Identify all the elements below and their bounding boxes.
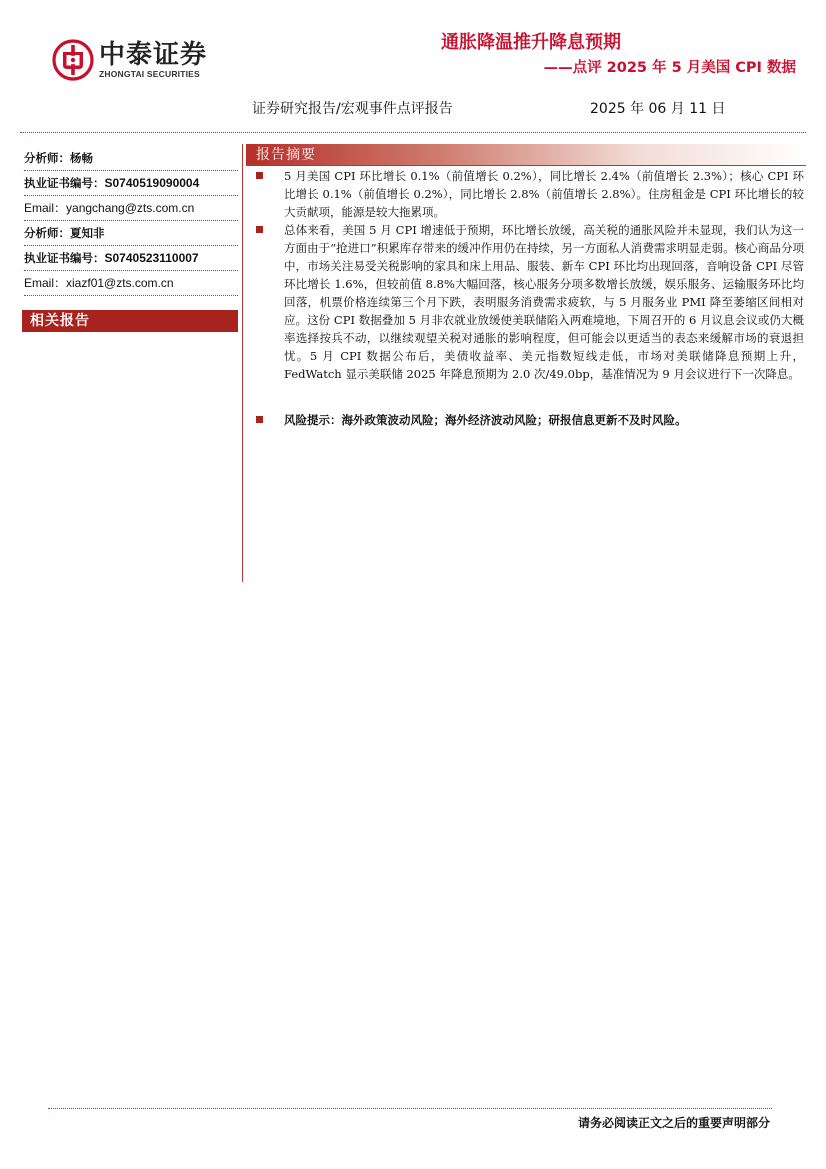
summary-paragraph: 5 月美国 CPI 环比增长 0.1%（前值增长 0.2%），同比增长 2.4%（前值增长 2.3%）；核心 CPI 环比增长 0.1%（前值增长 0.2%），同比增长 2.8%（前值增长 2.8%）。住房租金是 CPI 环比增长的较大贡献项，能源是较大拖累项。 <box>284 169 804 219</box>
summary-header <box>246 144 806 166</box>
summary-body <box>252 167 804 429</box>
analyst-sidebar <box>24 146 238 296</box>
analyst-email[interactable]: yangchang@zts.com.cn <box>66 201 195 215</box>
summary-paragraph: 总体来看，美国 5 月 CPI 增速低于预期，环比增长放缓，高关税的通胀风险并未显现，我们认为这一方面由于“抢进口”积累库存带来的缓冲作用仍在持续，另一方面私人消费需求明显走弱。核心商品分项中，市场关注易受关税影响的家具和床上用品、服装、新车 CPI 环比均出现回落，音响设备 CPI 尽管环比增长 1.6%，但较前值 8.8%大幅回落，核心服务分项多数增长放缓，娱乐服务、运输服务环比均回落，机票价格连续第三个月下跌，表明服务消费需求疲软，与 5 月服务业 PMI 降至萎缩区间相对应。这份 CPI 数据叠加 5 月非农就业放缓使美联储陷入两难境地，下周召开的 6 月议息会议或仍大概率选择按兵不动，以继续观望关税对通胀的影响程度，但可能会以更适当的表态来缓解市场的衰退担忧。5 月 CPI 数据公布后，美债收益率、美元指数短线走低，市场对美联储降息预期上升，FedWatch 显示美联储 2025 年降息预期为 2.0 次/49.0bp，基准情况为 9 月会议进行下一次降息。 <box>284 223 804 381</box>
sidebar-rule <box>24 295 238 296</box>
risk-warning: 风险提示：海外政策波动风险；海外经济波动风险；研报信息更新不及时风险。 <box>284 413 687 427</box>
analyst-cert: S0740519090004 <box>104 176 200 190</box>
analyst-name: 杨畅 <box>70 151 93 165</box>
bullet-square-icon <box>256 416 263 423</box>
analyst-cert-label: 执业证书编号： <box>24 176 105 190</box>
analyst-name-line <box>24 221 238 245</box>
column-divider <box>242 144 243 582</box>
report-date: 2025 年 06 月 11 日 <box>590 101 726 117</box>
analyst-email-label: Email： <box>24 201 67 215</box>
logo-name-en: ZHONGTAI SECURITIES <box>99 69 200 79</box>
analyst-cert-line <box>24 171 238 195</box>
bullet-square-icon <box>256 172 263 179</box>
header-rule <box>20 132 806 133</box>
analyst-email-label: Email： <box>24 276 67 290</box>
related-reports-header: 相关报告 <box>22 310 238 332</box>
company-logo <box>52 38 222 82</box>
analyst-name-label: 分析师： <box>24 226 70 240</box>
analyst-email-line <box>24 196 238 220</box>
analyst-name-line <box>24 146 238 170</box>
analyst-cert-line <box>24 246 238 270</box>
analyst-cert-label: 执业证书编号： <box>24 251 105 265</box>
analyst-email[interactable]: xiazf01@zts.com.cn <box>66 276 174 290</box>
footer-rule <box>48 1108 772 1109</box>
summary-bullet <box>252 167 804 221</box>
analyst-name-label: 分析师： <box>24 151 70 165</box>
risk-bullet <box>252 411 804 429</box>
report-title: 通胀降温推升降息预期 <box>441 32 621 53</box>
summary-title: 报告摘要 <box>256 147 316 163</box>
logo-name-cn: 中泰证券 <box>99 40 208 70</box>
analyst-cert: S0740523110007 <box>104 251 199 265</box>
footer-disclaimer: 请务必阅读正文之后的重要声明部分 <box>577 1116 770 1130</box>
report-subtitle: ——点评 2025 年 5 月美国 CPI 数据 <box>543 60 796 76</box>
analyst-email-line <box>24 271 238 295</box>
analyst-name: 夏知非 <box>70 226 105 240</box>
summary-bullet <box>252 221 804 383</box>
bullet-square-icon <box>256 226 263 233</box>
report-type: 证券研究报告/宏观事件点评报告 <box>252 101 453 117</box>
zhongtai-logo-icon <box>52 39 94 81</box>
